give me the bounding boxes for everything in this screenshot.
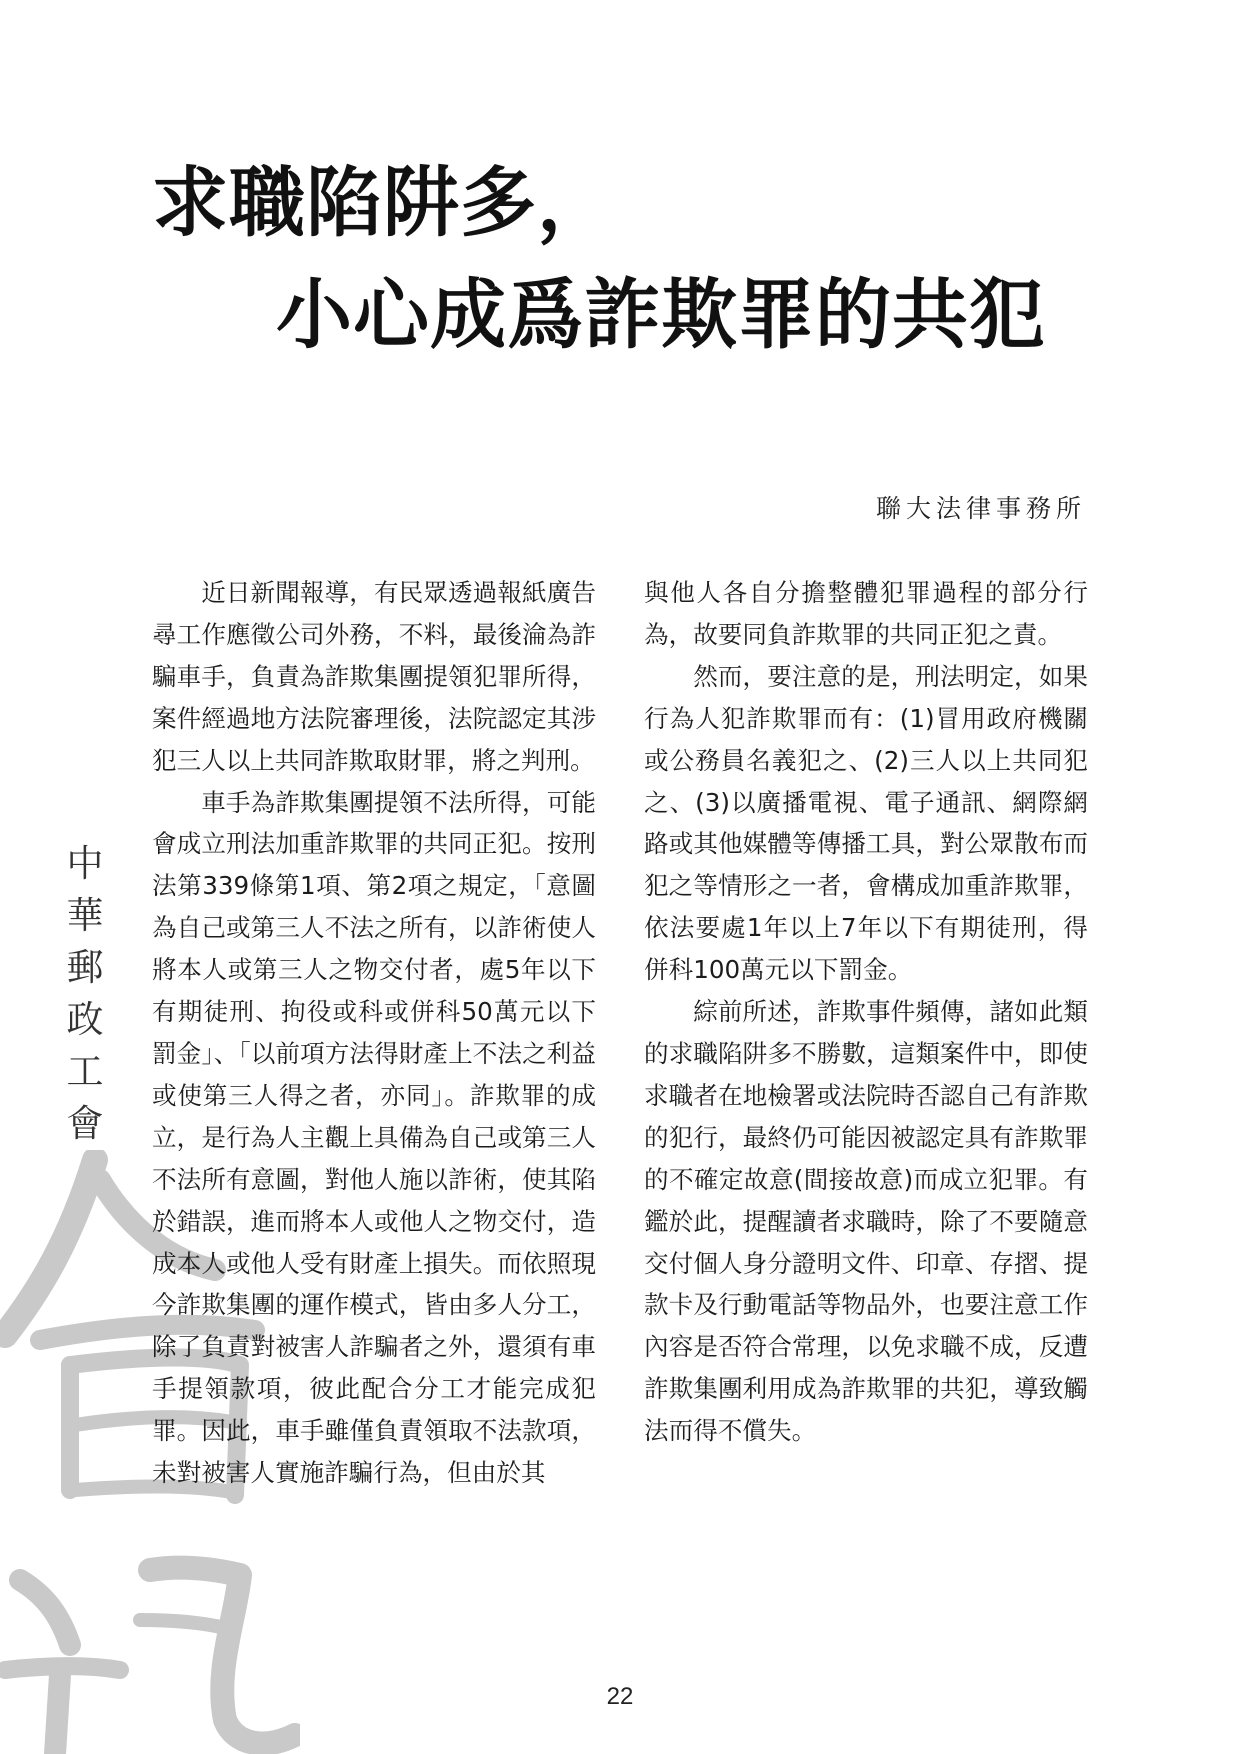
article-title-line-2: 小心成爲詐欺罪的共犯: [276, 270, 1046, 359]
side-label-char: 華: [66, 894, 104, 937]
side-label-union-name: [58, 838, 112, 1150]
body-column-left: [152, 572, 596, 1494]
body-paragraph-continued: 與他人各自分擔整體犯罪過程的部分行為，故要同負詐欺罪的共同正犯之責。: [644, 578, 1088, 649]
article-title-line-1: 求職陷阱多，: [152, 158, 614, 247]
side-label-char: 會: [66, 1102, 104, 1145]
article-author: 聯大法律事務所: [875, 494, 1086, 523]
body-paragraph: 然而，要注意的是，刑法明定，如果行為人犯詐欺罪而有：(1)冒用政府機關或公務員名義犯之、(2)三人以上共同犯之、(3)以廣播電視、電子通訊、網際網路或其他媒體等傳播工具，對公眾散布而犯之等情形之一者，會構成加重詐欺罪，依法要處1年以上7年以下有期徒刑，得併科100萬元以下罰金。: [644, 661, 1088, 985]
side-label-char: 郵: [66, 946, 104, 989]
body-paragraph: 近日新聞報導，有民眾透過報紙廣告尋工作應徵公司外務，不料，最後淪為詐騙車手，負責為詐欺集團提領犯罪所得，案件經過地方法院審理後，法院認定其涉犯三人以上共同詐欺取財罪，將之判刑。: [152, 578, 596, 775]
body-paragraph: 車手為詐欺集團提領不法所得，可能會成立刑法加重詐欺罪的共同正犯。按刑法第339條第1項、第2項之規定，「意圖為自己或第三人不法之所有，以詐術使人將本人或第三人之物交付者，處5年以下有期徒刑、拘役或科或併科50萬元以下罰金」、「以前項方法得財產上不法之利益或使第三人得之者，亦同」。詐欺罪的成立，是行為人主觀上具備為自己或第三人不法所有意圖，對他人施以詐術，使其陷於錯誤，進而將本人或他人之物交付，造成本人或他人受有財產上損失。而依照現今詐欺集團的運作模式，皆由多人分工，除了負責對被害人詐騙者之外，還須有車手提領款項，彼此配合分工才能完成犯罪。因此，車手雖僅負責領取不法款項，未對被害人實施詐騙行為，但由於其: [152, 787, 596, 1488]
side-label-char: 工: [66, 1050, 104, 1093]
side-label-char: 政: [66, 998, 104, 1041]
body-paragraph: 綜前所述，詐欺事件頻傳，諸如此類的求職陷阱多不勝數，這類案件中，即使求職者在地檢署或法院時否認自己有詐欺的犯行，最終仍可能因被認定具有詐欺罪的不確定故意(間接故意)而成立犯罪。有鑑於此，提醒讀者求職時，除了不要隨意交付個人身分證明文件、印章、存摺、提款卡及行動電話等物品外，也要注意工作內容是否符合常理，以免求職不成，反遭詐欺集團利用成為詐欺罪的共犯，導致觸法而得不償失。: [644, 997, 1088, 1446]
body-column-right: [644, 572, 1088, 1452]
side-label-char: 中: [66, 842, 104, 885]
page-number: 22: [606, 1683, 634, 1710]
